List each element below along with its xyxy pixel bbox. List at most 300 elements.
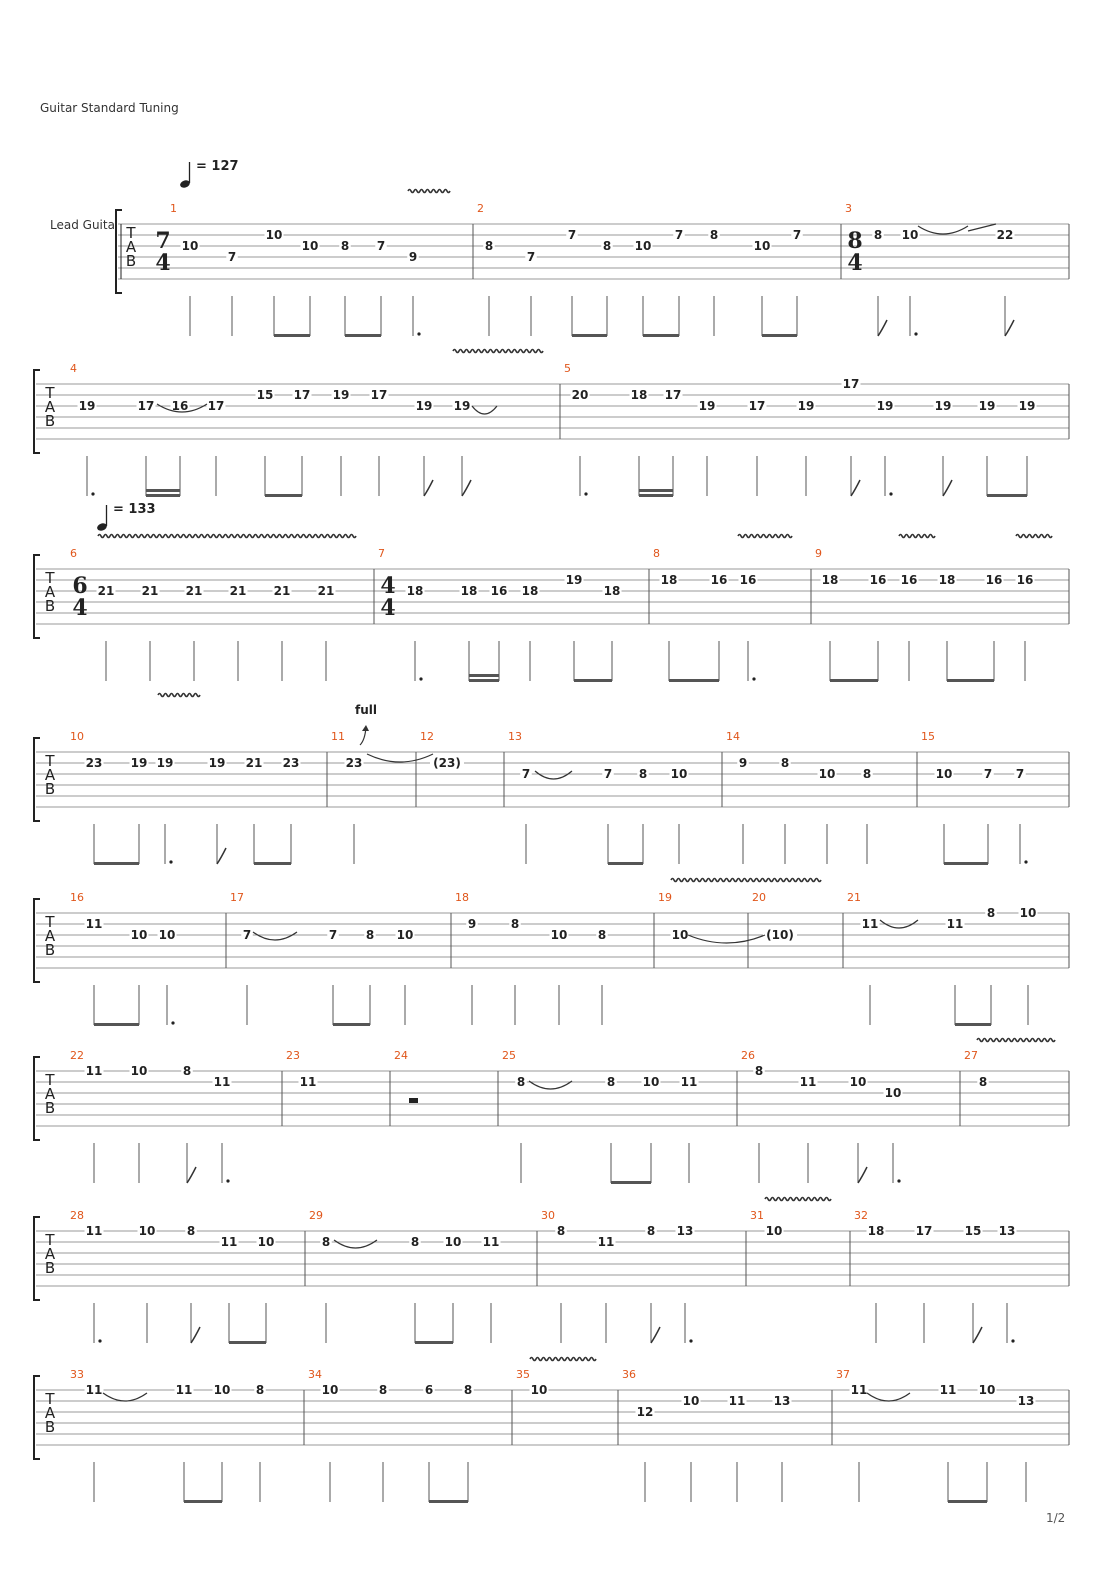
measure-number: 37 — [836, 1368, 850, 1381]
fret-number: 8 — [340, 239, 350, 253]
fret-number: 7 — [242, 928, 252, 942]
fret-number: 11 — [946, 917, 964, 931]
fret-number: 8 — [646, 1224, 656, 1238]
vibrato-mark — [98, 535, 356, 538]
tab-clef-letter: B — [44, 597, 56, 615]
system-bracket — [34, 738, 40, 821]
fret-number: 18 — [660, 573, 678, 587]
fret-number: 8 — [556, 1224, 566, 1238]
tab-clef-letter: A — [44, 1085, 56, 1103]
fret-number: 11 — [482, 1235, 500, 1249]
fret-number: 19 — [78, 399, 96, 413]
vibrato-mark — [453, 350, 543, 353]
dot — [98, 1339, 101, 1342]
fret-number: 8 — [986, 906, 996, 920]
tab-clef-letter: A — [44, 927, 56, 945]
eighth-beam — [572, 334, 607, 337]
bend-arrowhead — [362, 725, 369, 731]
time-signature-bottom: 4 — [847, 250, 863, 276]
fret-number: 10 — [671, 928, 689, 942]
fret-number: 21 — [245, 756, 263, 770]
fret-number: 16 — [869, 573, 887, 587]
eighth-flag — [1005, 320, 1014, 336]
tie — [535, 771, 572, 779]
eighth-flag — [973, 1327, 982, 1343]
fret-number: 8 — [638, 767, 648, 781]
fret-number: 8 — [754, 1064, 764, 1078]
fret-number: 7 — [328, 928, 338, 942]
tab-clef-letter: B — [44, 1259, 56, 1277]
eighth-beam — [429, 1500, 468, 1503]
eighth-beam — [229, 1341, 266, 1344]
dot — [1011, 1339, 1014, 1342]
fret-number: 10 — [530, 1383, 548, 1397]
fret-number: 18 — [603, 584, 621, 598]
fret-number: 11 — [680, 1075, 698, 1089]
fret-number: 8 — [182, 1064, 192, 1078]
time-signature-top: 7 — [155, 228, 171, 254]
tab-clef-letter: B — [44, 941, 56, 959]
eighth-beam — [94, 1023, 139, 1026]
eighth-beam — [184, 1500, 222, 1503]
fret-number: 7 — [983, 767, 993, 781]
dot — [914, 332, 917, 335]
fret-number: 7 — [376, 239, 386, 253]
vibrato-mark — [158, 694, 200, 697]
fret-number: 10 — [257, 1235, 275, 1249]
measure-number: 7 — [378, 547, 385, 560]
fret-number: 8 — [510, 917, 520, 931]
fret-number: 19 — [978, 399, 996, 413]
measure-number: 19 — [658, 891, 672, 904]
fret-number: 10 — [634, 239, 652, 253]
eighth-beam — [611, 1181, 651, 1184]
fret-number: 16 — [710, 573, 728, 587]
fret-number: 17 — [207, 399, 225, 413]
fret-number: 18 — [406, 584, 424, 598]
measure-number: 6 — [70, 547, 77, 560]
sixteenth-beam — [639, 489, 673, 492]
fret-number: 11 — [597, 1235, 615, 1249]
fret-number: 13 — [1017, 1394, 1035, 1408]
vibrato-mark — [899, 535, 935, 538]
fret-number: 7 — [567, 228, 577, 242]
eighth-beam — [94, 862, 139, 865]
dot — [889, 492, 892, 495]
measure-number: 29 — [309, 1209, 323, 1222]
tab-clef-letter: B — [44, 1418, 56, 1436]
measure-number: 14 — [726, 730, 740, 743]
fret-number: 18 — [630, 388, 648, 402]
fret-number: 8 — [862, 767, 872, 781]
fret-number: 11 — [861, 917, 879, 931]
dot — [91, 492, 94, 495]
measure-number: 16 — [70, 891, 84, 904]
fret-number: 19 — [698, 399, 716, 413]
fret-number: 9 — [467, 917, 477, 931]
fret-number: 20 — [571, 388, 589, 402]
measure-number: 15 — [921, 730, 935, 743]
measure-number: 28 — [70, 1209, 84, 1222]
fret-number: 10 — [642, 1075, 660, 1089]
fret-number: 11 — [175, 1383, 193, 1397]
fret-number: 7 — [792, 228, 802, 242]
fret-number: 7 — [227, 250, 237, 264]
fret-number: 16 — [490, 584, 508, 598]
tie — [334, 1240, 377, 1248]
fret-number: 17 — [137, 399, 155, 413]
fret-number: 23 — [85, 756, 103, 770]
fret-number: 8 — [186, 1224, 196, 1238]
vibrato-mark — [738, 535, 792, 538]
fret-number: 19 — [332, 388, 350, 402]
fret-number: 16 — [1016, 573, 1034, 587]
fret-number: 11 — [85, 917, 103, 931]
tab-clef-letter: T — [126, 224, 136, 242]
eighth-beam — [947, 679, 994, 682]
fret-number: 16 — [985, 573, 1003, 587]
measure-number: 31 — [750, 1209, 764, 1222]
vibrato-mark — [765, 1198, 831, 1201]
fret-number: 10 — [444, 1235, 462, 1249]
eighth-beam — [333, 1023, 370, 1026]
fret-number: 17 — [748, 399, 766, 413]
fret-number: 9 — [738, 756, 748, 770]
tempo-marking: = 127 — [196, 159, 239, 174]
tab-clef-letter: B — [44, 1099, 56, 1117]
vibrato-mark — [530, 1358, 596, 1361]
system-bracket — [34, 1217, 40, 1300]
eighth-beam — [574, 679, 612, 682]
tempo-marking: = 133 — [113, 502, 156, 517]
measure-number: 3 — [845, 202, 852, 215]
fret-number: 13 — [998, 1224, 1016, 1238]
measure-number: 23 — [286, 1049, 300, 1062]
dot — [419, 677, 422, 680]
tab-clef-letter: T — [45, 384, 55, 402]
fret-number: 8 — [321, 1235, 331, 1249]
measure-number: 5 — [564, 362, 571, 375]
fret-number: 11 — [299, 1075, 317, 1089]
eighth-flag — [217, 848, 226, 864]
dot — [169, 860, 172, 863]
tab-clef-letter: A — [44, 766, 56, 784]
sixteenth-beam — [146, 489, 180, 492]
eighth-beam — [608, 862, 643, 865]
tab-clef-letter: B — [44, 780, 56, 798]
fret-number: 21 — [273, 584, 291, 598]
eighth-beam — [254, 862, 291, 865]
page-number: 1/2 — [1046, 1511, 1066, 1525]
dot — [417, 332, 420, 335]
fret-number: 18 — [821, 573, 839, 587]
fret-number: 11 — [220, 1235, 238, 1249]
vibrato-mark — [408, 190, 450, 193]
tab-clef-letter: T — [45, 569, 55, 587]
fret-number: 21 — [317, 584, 335, 598]
tie — [688, 935, 765, 943]
fret-number: 16 — [900, 573, 918, 587]
dot — [226, 1179, 229, 1182]
system-bracket — [34, 555, 40, 638]
eighth-beam — [948, 1500, 987, 1503]
system-bracket — [34, 1376, 40, 1459]
system-bracket — [34, 370, 40, 453]
sixteenth-beam — [146, 494, 180, 497]
fret-number: 19 — [565, 573, 583, 587]
eighth-beam — [265, 494, 302, 497]
tab-clef-letter: T — [45, 1390, 55, 1408]
fret-number: 15 — [256, 388, 274, 402]
fret-number: 8 — [378, 1383, 388, 1397]
fret-number: 10 — [265, 228, 283, 242]
fret-number: 23 — [345, 756, 363, 770]
fret-number: 8 — [709, 228, 719, 242]
measure-number: 33 — [70, 1368, 84, 1381]
fret-number: 17 — [842, 377, 860, 391]
measure-number: 2 — [477, 202, 484, 215]
tie — [918, 226, 968, 234]
fret-number: 11 — [213, 1075, 231, 1089]
fret-number: 17 — [664, 388, 682, 402]
fret-number: 10 — [396, 928, 414, 942]
fret-number: 8 — [410, 1235, 420, 1249]
fret-number: 8 — [255, 1383, 265, 1397]
fret-number: 8 — [602, 239, 612, 253]
measure-number: 18 — [455, 891, 469, 904]
eighth-beam — [762, 334, 797, 337]
fret-number: 11 — [939, 1383, 957, 1397]
measure-number: 22 — [70, 1049, 84, 1062]
fret-number: (23) — [433, 756, 461, 770]
time-signature-top: 6 — [72, 573, 88, 599]
fret-number: 10 — [181, 239, 199, 253]
measure-number: 34 — [308, 1368, 322, 1381]
eighth-flag — [878, 320, 887, 336]
system-bracket — [34, 1057, 40, 1140]
fret-number: 7 — [603, 767, 613, 781]
tab-clef-letter: T — [45, 752, 55, 770]
measure-number: 30 — [541, 1209, 555, 1222]
measure-number: 12 — [420, 730, 434, 743]
vibrato-mark — [1016, 535, 1052, 538]
dot — [171, 1021, 174, 1024]
fret-number: 8 — [606, 1075, 616, 1089]
fret-number: 11 — [728, 1394, 746, 1408]
eighth-beam — [669, 679, 719, 682]
fret-number: 10 — [321, 1383, 339, 1397]
eighth-flag — [651, 1327, 660, 1343]
fret-number: 11 — [85, 1064, 103, 1078]
fret-number: 19 — [415, 399, 433, 413]
sixteenth-beam — [469, 679, 499, 682]
fret-number: 21 — [229, 584, 247, 598]
fret-number: 10 — [849, 1075, 867, 1089]
eighth-beam — [643, 334, 679, 337]
fret-number: 19 — [156, 756, 174, 770]
tab-clef-letter: B — [44, 412, 56, 430]
eighth-flag — [858, 1167, 867, 1183]
tab-clef-letter: T — [45, 913, 55, 931]
time-signature-bottom: 4 — [380, 595, 396, 621]
tie — [103, 1393, 147, 1401]
tab-clef-letter: A — [125, 238, 137, 256]
fret-number: 10 — [753, 239, 771, 253]
measure-number: 24 — [394, 1049, 408, 1062]
fret-number: 18 — [521, 584, 539, 598]
fret-number: 19 — [130, 756, 148, 770]
time-signature-bottom: 4 — [155, 250, 171, 276]
fret-number: 7 — [674, 228, 684, 242]
fret-number: 10 — [301, 239, 319, 253]
fret-number: 11 — [799, 1075, 817, 1089]
eighth-flag — [943, 480, 952, 496]
eighth-beam — [955, 1023, 991, 1026]
fret-number: (10) — [766, 928, 794, 942]
measure-number: 8 — [653, 547, 660, 560]
tuning-label: Guitar Standard Tuning — [40, 101, 179, 115]
fret-number: 16 — [171, 399, 189, 413]
dot — [584, 492, 587, 495]
fret-number: 8 — [780, 756, 790, 770]
fret-number: 15 — [964, 1224, 982, 1238]
fret-number: 10 — [550, 928, 568, 942]
measure-number: 36 — [622, 1368, 636, 1381]
measure-number: 9 — [815, 547, 822, 560]
fret-number: 21 — [185, 584, 203, 598]
fret-number: 21 — [141, 584, 159, 598]
tie — [472, 406, 497, 414]
vibrato-mark — [671, 879, 821, 882]
fret-number: 9 — [408, 250, 418, 264]
fret-number: 8 — [597, 928, 607, 942]
fret-number: 16 — [739, 573, 757, 587]
time-signature-top: 4 — [380, 573, 396, 599]
fret-number: 10 — [818, 767, 836, 781]
measure-number: 20 — [752, 891, 766, 904]
fret-number: 10 — [213, 1383, 231, 1397]
tab-clef-letter: T — [45, 1071, 55, 1089]
fret-number: 10 — [765, 1224, 783, 1238]
fret-number: 10 — [158, 928, 176, 942]
fret-number: 10 — [901, 228, 919, 242]
time-signature-top: 8 — [847, 228, 863, 254]
whole-rest — [409, 1098, 418, 1103]
measure-number: 11 — [331, 730, 345, 743]
eighth-flag — [851, 480, 860, 496]
eighth-beam — [987, 494, 1027, 497]
fret-number: 8 — [365, 928, 375, 942]
fret-number: 7 — [1015, 767, 1025, 781]
dot — [897, 1179, 900, 1182]
tie — [253, 932, 297, 940]
fret-number: 10 — [978, 1383, 996, 1397]
fret-number: 7 — [526, 250, 536, 264]
eighth-flag — [191, 1327, 200, 1343]
fret-number: 10 — [1019, 906, 1037, 920]
fret-number: 19 — [453, 399, 471, 413]
eighth-beam — [274, 334, 310, 337]
measure-number: 21 — [847, 891, 861, 904]
fret-number: 18 — [460, 584, 478, 598]
measure-number: 4 — [70, 362, 77, 375]
fret-number: 17 — [293, 388, 311, 402]
eighth-beam — [944, 862, 988, 865]
slide-line — [968, 224, 996, 231]
fret-number: 13 — [773, 1394, 791, 1408]
fret-number: 7 — [521, 767, 531, 781]
fret-number: 8 — [516, 1075, 526, 1089]
tab-clef-letter: A — [44, 398, 56, 416]
measure-number: 13 — [508, 730, 522, 743]
dot — [1024, 860, 1027, 863]
tab-clef-letter: A — [44, 583, 56, 601]
eighth-beam — [830, 679, 878, 682]
fret-number: 11 — [850, 1383, 868, 1397]
tab-clef-letter: T — [45, 1231, 55, 1249]
tab-clef-letter: A — [44, 1404, 56, 1422]
sixteenth-beam — [469, 674, 499, 677]
tie — [367, 754, 433, 762]
fret-number: 22 — [996, 228, 1014, 242]
eighth-beam — [345, 334, 381, 337]
fret-number: 19 — [934, 399, 952, 413]
measure-number: 32 — [854, 1209, 868, 1222]
tab-clef-letter: B — [125, 252, 137, 270]
fret-number: 19 — [1018, 399, 1036, 413]
fret-number: 11 — [85, 1383, 103, 1397]
fret-number: 10 — [670, 767, 688, 781]
fret-number: 17 — [915, 1224, 933, 1238]
system-bracket — [34, 899, 40, 982]
fret-number: 10 — [130, 928, 148, 942]
vibrato-mark — [977, 1039, 1055, 1042]
fret-number: 21 — [97, 584, 115, 598]
track-name: Lead Guita — [50, 218, 115, 232]
fret-number: 8 — [978, 1075, 988, 1089]
fret-number: 8 — [873, 228, 883, 242]
measure-number: 35 — [516, 1368, 530, 1381]
fret-number: 10 — [130, 1064, 148, 1078]
fret-number: 10 — [682, 1394, 700, 1408]
eighth-flag — [424, 480, 433, 496]
fret-number: 11 — [85, 1224, 103, 1238]
fret-number: 19 — [876, 399, 894, 413]
dot — [752, 677, 755, 680]
measure-number: 25 — [502, 1049, 516, 1062]
fret-number: 8 — [484, 239, 494, 253]
fret-number: 10 — [138, 1224, 156, 1238]
eighth-flag — [187, 1167, 196, 1183]
dot — [689, 1339, 692, 1342]
fret-number: 13 — [676, 1224, 694, 1238]
fret-number: 6 — [424, 1383, 434, 1397]
fret-number: 10 — [935, 767, 953, 781]
fret-number: 8 — [463, 1383, 473, 1397]
fret-number: 18 — [867, 1224, 885, 1238]
fret-number: 17 — [370, 388, 388, 402]
fret-number: 12 — [636, 1405, 654, 1419]
tab-clef-letter: A — [44, 1245, 56, 1263]
measure-number: 17 — [230, 891, 244, 904]
fret-number: 19 — [797, 399, 815, 413]
time-signature-bottom: 4 — [72, 595, 88, 621]
measure-number: 26 — [741, 1049, 755, 1062]
sixteenth-beam — [639, 494, 673, 497]
measure-number: 1 — [170, 202, 177, 215]
fret-number: 23 — [282, 756, 300, 770]
measure-number: 27 — [964, 1049, 978, 1062]
